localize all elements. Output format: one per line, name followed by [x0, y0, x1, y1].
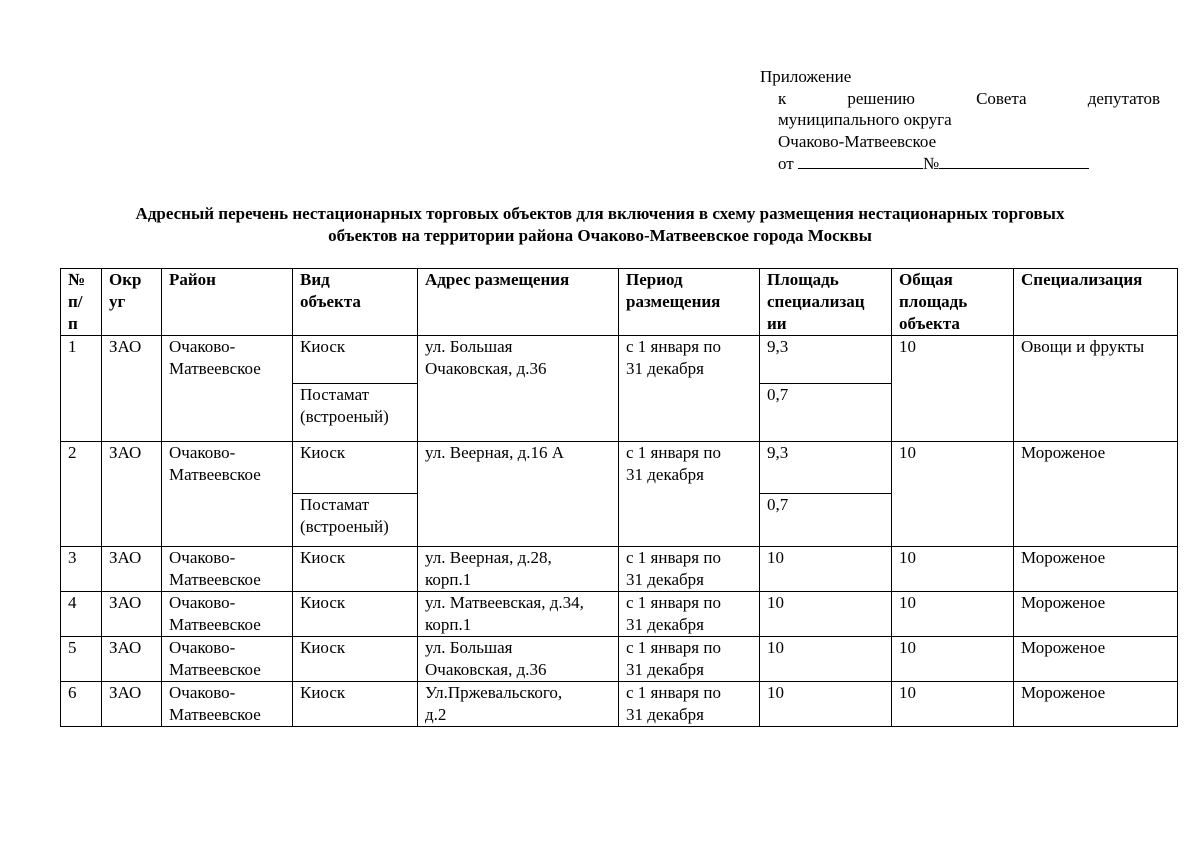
cell-period: с 1 января по 31 декабря [619, 682, 760, 727]
header-specialization: Специализация [1014, 269, 1178, 336]
cell-spec-area: 10 [760, 637, 892, 682]
cell-okrug: ЗАО [102, 336, 162, 442]
cell-district: Очаково- Матвеевское [162, 682, 293, 727]
cell-spec-area: 9,3 [760, 336, 892, 384]
cell-address: ул. Веерная, д.28, корп.1 [418, 547, 619, 592]
cell-district: Очаково- Матвеевское [162, 336, 293, 442]
cell-period: с 1 января по 31 декабря [619, 442, 760, 547]
cell-specialization: Мороженое [1014, 592, 1178, 637]
appendix-word: к [778, 88, 787, 108]
table-row [61, 442, 1178, 494]
cell-type: Постамат (встроеный) [293, 494, 418, 547]
appendix-line-date [760, 152, 1160, 175]
cell-period: с 1 января по 31 декабря [619, 547, 760, 592]
appendix-line-district: Очаково-Матвеевское [778, 131, 937, 151]
document-title-line: объектов на территории района Очаково-Матвеевское города Москвы [328, 226, 872, 245]
header-period: Период размещения [619, 269, 760, 336]
appendix-line-okrug: муниципального округа [778, 110, 952, 129]
cell-spec-area: 9,3 [760, 442, 892, 494]
header-district: Район [162, 269, 293, 336]
cell-okrug: ЗАО [102, 547, 162, 592]
table-header-row [61, 269, 1178, 336]
appendix-number-label: № [922, 154, 940, 173]
appendix-word: Совета [976, 88, 1027, 108]
cell-specialization: Мороженое [1014, 637, 1178, 682]
table-row [61, 682, 1178, 727]
table-row [61, 592, 1178, 637]
cell-address: ул. Большая Очаковская, д.36 [418, 637, 619, 682]
cell-address: Ул.Пржевальского, д.2 [418, 682, 619, 727]
number-blank-line [939, 152, 1089, 169]
table-row [61, 336, 1178, 384]
appendix-word: депутатов [1087, 88, 1160, 108]
cell-specialization: Овощи и фрукты [1014, 336, 1178, 442]
appendix-title: Приложение [760, 67, 852, 86]
cell-num: 5 [61, 637, 102, 682]
cell-num: 3 [61, 547, 102, 592]
cell-period: с 1 января по 31 декабря [619, 336, 760, 442]
cell-okrug: ЗАО [102, 592, 162, 637]
cell-type: Киоск [293, 336, 418, 384]
cell-specialization: Мороженое [1014, 547, 1178, 592]
cell-okrug: ЗАО [102, 442, 162, 547]
cell-num: 1 [61, 336, 102, 442]
objects-table [60, 268, 1178, 727]
cell-total-area: 10 [892, 592, 1014, 637]
cell-type: Постамат (встроеный) [293, 384, 418, 442]
cell-specialization: Мороженое [1014, 442, 1178, 547]
cell-spec-area: 0,7 [760, 494, 892, 547]
document-title [40, 203, 1160, 247]
cell-type: Киоск [293, 637, 418, 682]
appendix-block [760, 66, 1160, 175]
cell-district: Очаково- Матвеевское [162, 592, 293, 637]
cell-period: с 1 января по 31 декабря [619, 592, 760, 637]
appendix-line-decision [760, 88, 1160, 110]
header-num: № п/ п [61, 269, 102, 336]
cell-address: ул. Большая Очаковская, д.36 [418, 336, 619, 442]
cell-specialization: Мороженое [1014, 682, 1178, 727]
cell-type: Киоск [293, 592, 418, 637]
cell-type: Киоск [293, 547, 418, 592]
cell-total-area: 10 [892, 336, 1014, 442]
cell-type: Киоск [293, 682, 418, 727]
cell-num: 4 [61, 592, 102, 637]
header-total-area: Общая площадь объекта [892, 269, 1014, 336]
header-okrug: Окр уг [102, 269, 162, 336]
cell-total-area: 10 [892, 547, 1014, 592]
table-row [61, 547, 1178, 592]
cell-okrug: ЗАО [102, 682, 162, 727]
header-address: Адрес размещения [418, 269, 619, 336]
table-row [61, 637, 1178, 682]
document-title-line: Адресный перечень нестационарных торговых объектов для включения в схему размещения нестационарных торговых [135, 204, 1065, 223]
appendix-word: решению [847, 88, 915, 108]
cell-num: 6 [61, 682, 102, 727]
cell-okrug: ЗАО [102, 637, 162, 682]
date-blank-line [798, 152, 923, 169]
appendix-from-label: от [778, 154, 794, 173]
cell-num: 2 [61, 442, 102, 547]
cell-spec-area: 10 [760, 682, 892, 727]
cell-period: с 1 января по 31 декабря [619, 637, 760, 682]
cell-total-area: 10 [892, 442, 1014, 547]
header-type: Вид объекта [293, 269, 418, 336]
cell-district: Очаково- Матвеевское [162, 637, 293, 682]
cell-type: Киоск [293, 442, 418, 494]
cell-district: Очаково- Матвеевское [162, 442, 293, 547]
cell-total-area: 10 [892, 682, 1014, 727]
cell-spec-area: 10 [760, 592, 892, 637]
cell-spec-area: 0,7 [760, 384, 892, 442]
cell-address: ул. Веерная, д.16 А [418, 442, 619, 547]
cell-district: Очаково- Матвеевское [162, 547, 293, 592]
cell-total-area: 10 [892, 637, 1014, 682]
cell-address: ул. Матвеевская, д.34, корп.1 [418, 592, 619, 637]
header-spec-area: Площадь специализац ии [760, 269, 892, 336]
cell-spec-area: 10 [760, 547, 892, 592]
